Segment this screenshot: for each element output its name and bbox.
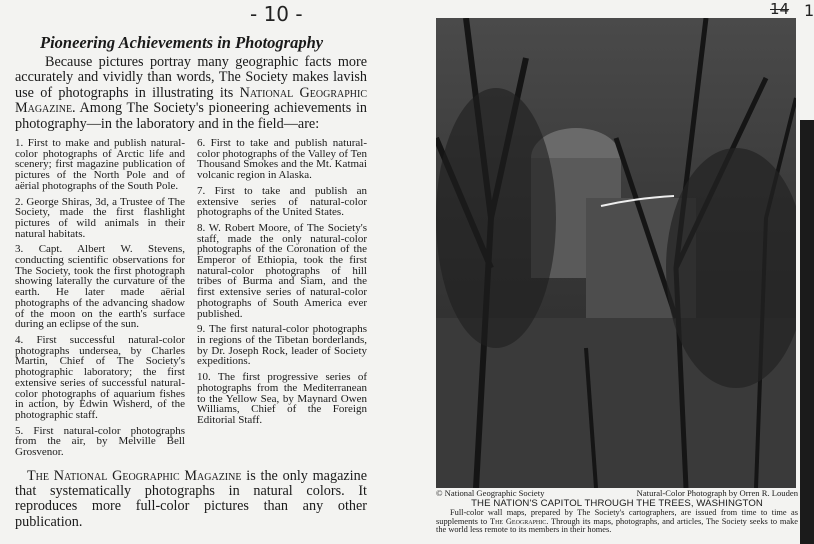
achievement-item: 4. First successful natural-color photographs undersea, by Charles Martin, Chief of The Society's photographic laboratory; the first extensive series of successful natural-color photographs of aquarium fishes in action, by Edwin Wisherd, of the photographic staff. — [15, 333, 185, 421]
article — [15, 33, 367, 530]
intro-text-end: Among The Society's pioneering achievements in photography—in the laboratory and in the field—are: — [15, 100, 367, 132]
article-closing — [15, 469, 367, 530]
achievements-column-left — [15, 138, 185, 463]
achievement-item: 5. First natural-color photographs from the air, by Melville Bell Grosvenor. — [15, 424, 185, 459]
achievements-columns — [15, 138, 367, 463]
intro-text: Because pictures portray many geographic facts more accurately and vividly than words, The Society makes lavish use of photographs in illustrating its — [15, 54, 367, 101]
achievements-column-right — [197, 138, 367, 463]
achievement-item: 8. W. Robert Moore, of The Society's staff, made the only natural-color photographs of the Coronation of the Emperor of Ethiopia, took the first natural-color photographs of hill tribes of Burma and Siam, and the first extensive series of natural-color photographs of South America ever published. — [197, 221, 367, 320]
copyright-credit: © National Geographic Society — [436, 488, 545, 498]
photo-caption — [436, 489, 798, 535]
magazine-name: National Geographic Magazine. — [15, 84, 367, 117]
capitol-photograph — [436, 18, 796, 488]
achievement-item: 9. The first natural-color photographs in regions of the Tibetan borderlands, by Dr. Joseph Rock, leader of Society expeditions. — [197, 323, 367, 368]
photo-caption-body — [436, 509, 798, 535]
achievement-item: 7. First to take and publish an extensive series of natural-color photographs of the United States. — [197, 184, 367, 219]
magazine-name: The Geographic. — [489, 516, 549, 526]
achievement-item: 1. First to make and publish natural-color photographs of Arctic life and scenery; first magazine publication of pictures of the North Pole and of aërial photographs of the South Pole. — [15, 137, 185, 192]
caption-text: Full-color wall maps, prepared by The Society's cartographers, are issued from time to time as supplements to — [436, 508, 798, 526]
closing-text: is the only magazine that systematically photographs in natural colors. It reproduces more full-color pictures than any other publication. — [15, 467, 368, 530]
achievement-item: 6. First to take and publish natural-color photographs of the Valley of Ten Thousand Smokes and the Mt. Katmai volcanic region in Alaska. — [197, 137, 367, 182]
achievement-item: 10. The first progressive series of photographs from the Mediterranean to the Yellow Sea, by Maynard Owen Williams, Chief of the Foreign Editorial Staff. — [197, 371, 367, 426]
magazine-name: The National Geographic Magazine — [27, 467, 242, 484]
article-intro — [15, 55, 367, 132]
caption-text-end: Through its maps, photographs, and articles, The Society seeks to make the world less remote to its members in their homes. — [436, 516, 799, 535]
photo-caption-title: THE NATION'S CAPITOL THROUGH THE TREES, WASHINGTON — [471, 497, 763, 509]
handwritten-corner-struck: 14 — [770, 0, 790, 18]
photographer-credit: Natural-Color Photograph by Orren R. Louden — [636, 488, 798, 498]
handwritten-corner: 1 — [804, 1, 814, 20]
article-title: Pioneering Achievements in Photography — [40, 33, 324, 52]
achievement-item: 3. Capt. Albert W. Stevens, conducting scientific observations for The Society, took the first photograph showing laterally the curvature of the earth. He later made aërial photographs of the advancing shadow of the moon on the earth's surface during an eclipse of the sun. — [15, 243, 185, 331]
handwritten-page-number: - 10 - — [250, 2, 303, 26]
achievement-item: 2. George Shiras, 3d, a Trustee of The Society, made the first flashlight pictures of wild animals in their natural habitats. — [15, 195, 185, 240]
scan-edge-shadow — [800, 120, 814, 544]
